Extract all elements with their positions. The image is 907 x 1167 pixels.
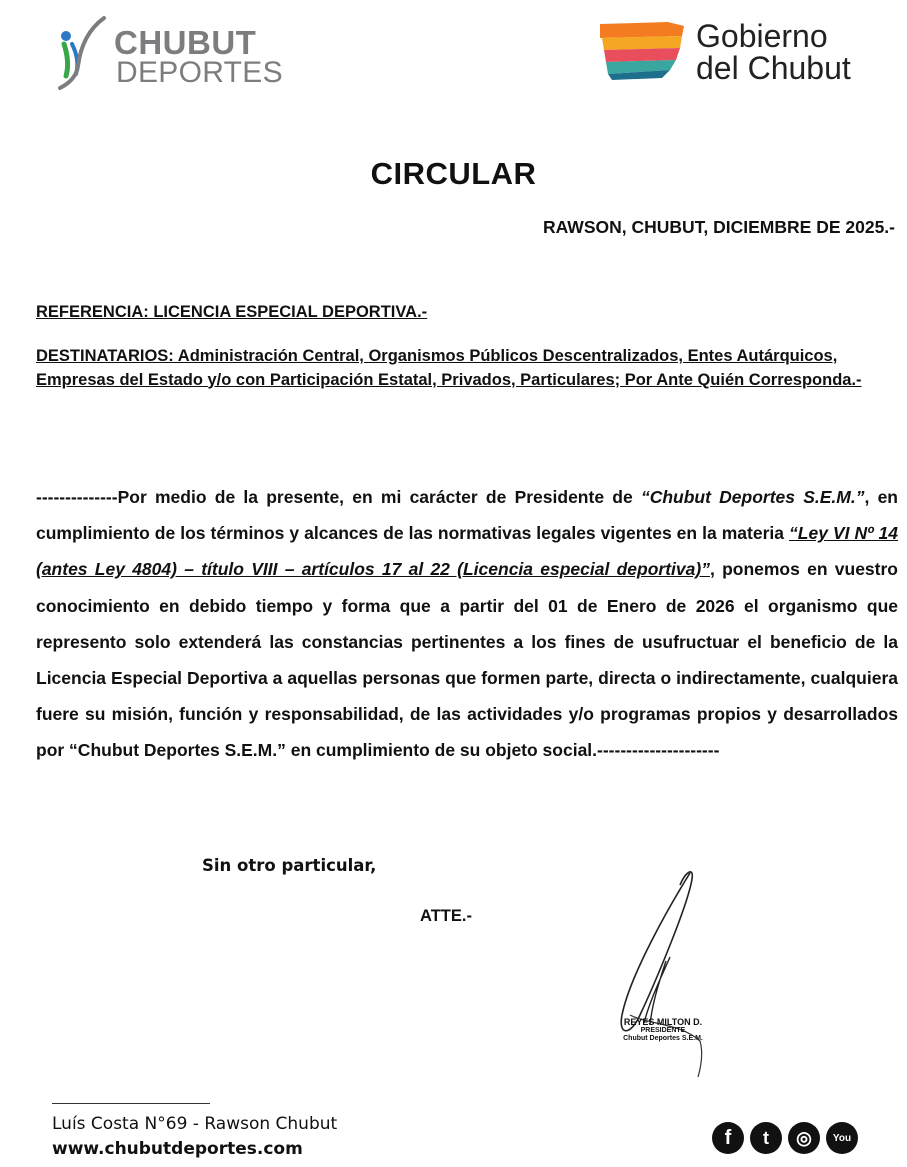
footer-divider <box>52 1103 210 1104</box>
closing-line: Sin otro particular, <box>202 856 377 875</box>
body-text-part2: , en cumplimiento de los términos y alcances de las normativas legales vigentes en la materia <box>36 487 898 544</box>
facebook-icon[interactable]: f <box>712 1122 744 1154</box>
youtube-icon[interactable]: You <box>826 1122 858 1154</box>
logo-brand-line2: DEPORTES <box>116 56 283 89</box>
stamp-name: REYES MILTON D. <box>623 1017 703 1027</box>
body-paragraph <box>36 479 898 769</box>
body-text-part1: --------------Por medio de la presente, en mi carácter de Presidente de <box>36 487 641 507</box>
logo-gobierno-line1: Gobierno <box>696 18 828 54</box>
handwritten-signature <box>600 865 720 1080</box>
recipients-line: DESTINATARIOS: Administración Central, Organismos Públicos Descentralizados, Entes Autárquicos, Empresas del Estado y/o con Participación Estatal, Privados, Particulares; Por Ante Quién Corresponda.- <box>36 347 862 389</box>
chubut-deportes-mark-icon <box>52 14 112 90</box>
twitter-icon[interactable]: t <box>750 1122 782 1154</box>
signature-stamp <box>608 1017 718 1043</box>
document-title: CIRCULAR <box>370 156 537 191</box>
stamp-role: PRESIDENTE <box>640 1027 686 1035</box>
chubut-deportes-logo <box>52 14 282 90</box>
stamp-org: Chubut Deportes S.E.M. <box>623 1035 703 1043</box>
reference-line: REFERENCIA: LICENCIA ESPECIAL DEPORTIVA.- <box>36 303 428 321</box>
gobierno-chubut-logo <box>598 18 878 90</box>
footer-address: Luís Costa N°69 - Rawson Chubut <box>52 1114 338 1134</box>
social-icons <box>712 1122 858 1154</box>
instagram-icon[interactable]: ◎ <box>788 1122 820 1154</box>
sign-off: ATTE.- <box>420 907 472 925</box>
body-text-part3: , ponemos en vuestro conocimiento en debido tiempo y forma que a partir del 01 de Enero de 2026 el organismo que represento solo extenderá las constancias pertinentes a los fines de usufructuar el beneficio de la Licencia Especial Deportiva a aquellas personas que formen parte, directa o indirectamente, cualquiera fuere su misión, función y responsabilidad, de las actividades y/o programas propios y desarrollados por “Chubut Deportes S.E.M.” en cumplimiento de su objeto social.--------------------- <box>36 559 898 761</box>
place-date: RAWSON, CHUBUT, DICIEMBRE DE 2025.- <box>543 217 895 237</box>
law-reference: “Ley VI Nº 14 (antes Ley 4804) – título VIII – artículos 17 al 22 (Licencia especial deportiva)” <box>36 523 898 580</box>
entity-name: “Chubut Deportes S.E.M.” <box>640 487 865 507</box>
logo-brand-line1: CHUBUT <box>114 24 257 61</box>
logo-gobierno-line2: del Chubut <box>696 50 851 86</box>
footer-website[interactable]: www.chubutdeportes.com <box>52 1139 303 1159</box>
gobierno-chubut-map-icon <box>598 20 688 82</box>
